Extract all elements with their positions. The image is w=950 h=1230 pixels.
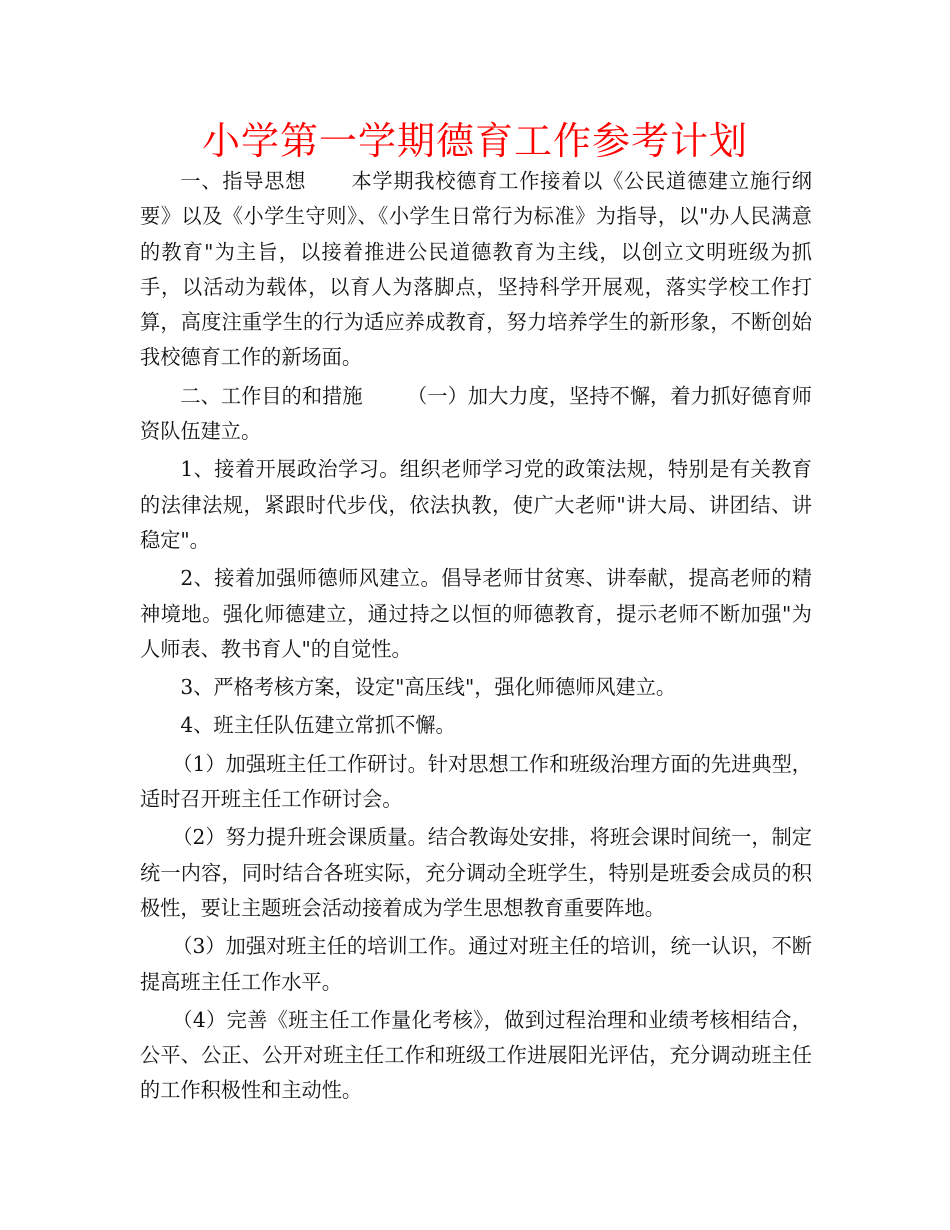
paragraph-subitem-2: （2）努力提升班会课质量。结合教诲处安排，将班会课时间统一，制定统一内容，同时结合各班实际，充分调动全班学生，特别是班委会成员的积极性，要让主题班会活动接着成为学生思想教育重要阵地。 [140,825,812,920]
paragraph-text: 本学期我校德育工作接着以《公民道德建立施行纲要》以及《小学生守则》、《小学生日常行为标准》为指导，以"办人民满意的教育"为主旨，以接着推进公民道德教育为主线，以创立文明班级为抓手，以活动为载体，以育人为落脚点，坚持科学开展观，落实学校工作打算，高度注重学生的行为适应养成教育，努力培养学生的新形象，不断创始我校德育工作的新场面。 [140,169,812,370]
paragraph-text: （一）加大力度，坚持不懈，着力抓好德育师资队伍建立。 [140,383,812,444]
paragraph-goals-measures [140,379,812,450]
paragraph-item-1: 1、接着开展政治学习。组织老师学习党的政策法规，特别是有关教育的法律法规，紧跟时代步伐，依法执教，使广大老师"讲大局、讲团结、讲稳定"。 [140,457,812,552]
document-body [140,164,812,1109]
document-title: 小学第一学期德育工作参考计划 [201,119,748,163]
paragraph-heading: 一、指导思想 [180,169,307,193]
paragraph-item-4: 4、班主任队伍建立常抓不懈。 [180,713,456,738]
paragraph-heading: 二、工作目的和措施 [180,383,363,408]
paragraph-item-2: 2、接着加强师德师风建立。倡导老师甘贫寒、讲奉献，提高老师的精神境地。强化师德建立，通过持之以恒的师德教育，提示老师不断加强"为人师表、教书育人"的自觉性。 [140,566,812,661]
paragraph-item-3: 3、严格考核方案，设定"高压线"，强化师德师风建立。 [180,675,677,700]
paragraph-subitem-3: （3）加强对班主任的培训工作。通过对班主任的培训，统一认识，不断提高班主任工作水平。 [140,934,812,994]
paragraph-subitem-4: （4）完善《班主任工作量化考核》，做到过程治理和业绩考核相结合，公平、公正、公开对班主任工作和班级工作进展阳光评估，充分调动班主任的工作积极性和主动性。 [140,1007,812,1103]
paragraph-guiding-ideology [140,164,812,376]
paragraph-subitem-1: （1）加强班主任工作研讨。针对思想工作和班级治理方面的先进典型，适时召开班主任工作研讨会。 [140,751,812,812]
